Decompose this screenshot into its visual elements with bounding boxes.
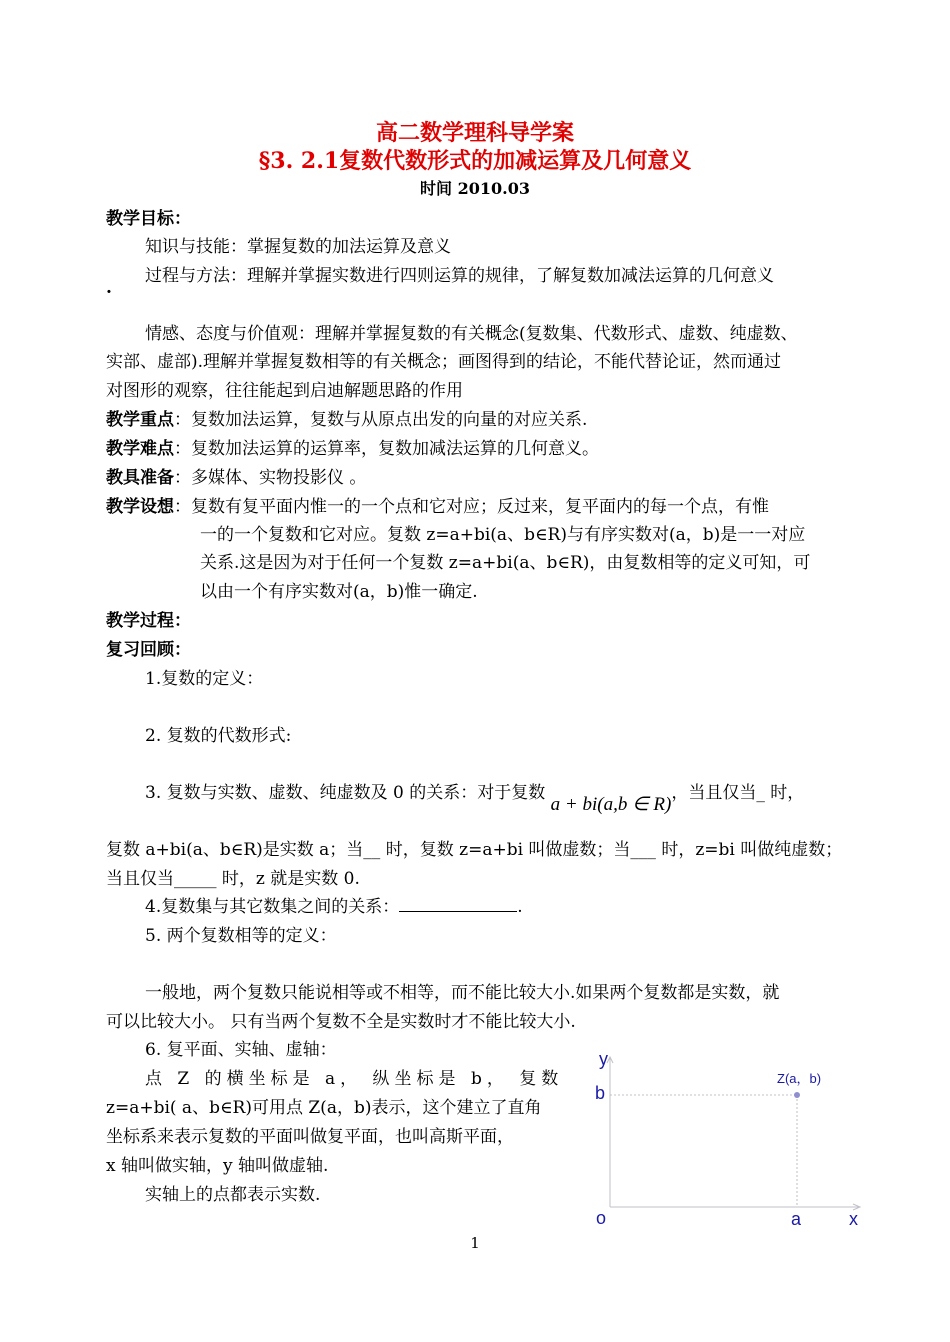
- plane-text-line4: x 轴叫做实轴，y 轴叫做虚轴.: [106, 1156, 329, 1176]
- review-item-2: 2. 复数的代数形式:: [145, 726, 292, 746]
- b-label: b: [595, 1083, 606, 1103]
- plane-text-line1: 点 Z 的横坐标是 a， 纵坐标是 b， 复数: [145, 1069, 564, 1089]
- review-heading: 复习回顾：: [106, 640, 191, 660]
- goal-process: 过程与方法：理解并掌握实数进行四则运算的规律，了解复数加减法运算的几何意义: [145, 266, 774, 286]
- point-z-label: Z(a，b): [777, 1071, 822, 1086]
- y-axis-label: y: [599, 1049, 608, 1069]
- document-title: 高二数学理科导学案: [375, 120, 574, 146]
- key-points: [106, 405, 587, 430]
- teaching-design-line1: [106, 492, 769, 517]
- goal-process-dot: .: [106, 278, 112, 298]
- answer-blank: [399, 897, 517, 912]
- complex-number-formula: a + bi(a,b ∈ R): [550, 794, 672, 815]
- review-item-1: 1.复数的定义：: [145, 669, 264, 689]
- a-label: a: [791, 1209, 802, 1229]
- teaching-design-line3: 关系.这是因为对于任何一个复数 z=a+bi(a、b∈R)，由复数相等的定义可知，可: [200, 553, 811, 573]
- difficult-points: [106, 434, 599, 459]
- comparison-line1: 一般地，两个复数只能说相等或不相等，而不能比较大小.如果两个复数都是实数，就: [145, 983, 780, 1003]
- key-points-text: ：复数加法运算，复数与从原点出发的向量的对应关系.: [174, 410, 588, 430]
- key-points-label: 教学重点: [106, 410, 174, 430]
- teaching-design-line2: 一的一个复数和它对应。复数 z=a+bi(a、b∈R)与有序实数对(a，b)是一一对应: [200, 525, 806, 545]
- difficult-points-text: ：复数加法运算的运算率，复数加减法运算的几何意义。: [174, 439, 599, 459]
- review-item-3: [145, 778, 805, 815]
- lesson-date: 时间 2010.03: [420, 179, 530, 198]
- teaching-tools: [106, 463, 366, 488]
- goal-emotion-line2: 实部、虚部).理解并掌握复数相等的有关概念；画图得到的结论，不能代替论证，然而通过: [106, 352, 782, 372]
- goal-knowledge: 知识与技能：掌握复数的加法运算及意义: [145, 237, 451, 257]
- teaching-design-line4: 以由一个有序实数对(a，b)惟一确定.: [200, 582, 478, 602]
- review-item-3-suffix: ，当且仅当_ 时，: [671, 783, 805, 803]
- comparison-line2: 可以比较大小。 只有当两个复数不全是实数时才不能比较大小.: [106, 1012, 576, 1032]
- plane-text-line5: 实轴上的点都表示实数.: [145, 1185, 321, 1205]
- review-item-3-prefix: 3. 复数与实数、虚数、纯虚数及 0 的关系：对于复数: [145, 783, 546, 803]
- review-item-4: [145, 892, 523, 917]
- page-number: 1: [470, 1234, 480, 1252]
- review-item-4-text: 4.复数集与其它数集之间的关系：: [145, 897, 400, 917]
- goal-emotion-line3: 对图形的观察，往往能起到启迪解题思路的作用: [106, 381, 463, 401]
- complex-plane-figure: [585, 1045, 875, 1235]
- origin-label: o: [596, 1208, 607, 1228]
- goal-emotion-line1: 情感、态度与价值观：理解并掌握复数的有关概念(复数集、代数形式、虚数、纯虚数、: [145, 324, 798, 344]
- review-item-6: 6. 复平面、实轴、虚轴：: [145, 1040, 337, 1060]
- difficult-points-label: 教学难点: [106, 439, 174, 459]
- x-axis-label: x: [849, 1209, 858, 1229]
- point-z: [794, 1092, 800, 1098]
- review-item-3-line3: 当且仅当_____ 时，z 就是实数 0.: [106, 869, 360, 889]
- teaching-tools-text: ：多媒体、实物投影仪 。: [174, 468, 367, 488]
- process-heading: 教学过程：: [106, 611, 191, 631]
- teaching-design-text1: ：复数有复平面内惟一的一个点和它对应；反过来，复平面内的每一个点，有惟: [174, 497, 769, 517]
- plane-text-line3: 坐标系来表示复数的平面叫做复平面，也叫高斯平面，: [106, 1127, 514, 1147]
- plane-text-line2: z=a+bi( a、b∈R)可用点 Z(a，b)表示，这个建立了直角: [106, 1098, 542, 1118]
- review-item-3-line2: 复数 a+bi(a、b∈R)是实数 a；当__ 时，复数 z=a+bi 叫做虚数；当___ 时，z=bi 叫做纯虚数；: [106, 840, 843, 860]
- review-item-4-end: .: [517, 897, 523, 917]
- teaching-tools-label: 教具准备: [106, 468, 174, 488]
- lesson-title: §3. 2.1复数代数形式的加减运算及几何意义: [258, 148, 692, 174]
- goals-heading: 教学目标：: [106, 209, 191, 229]
- review-item-5: 5. 两个复数相等的定义：: [145, 926, 337, 946]
- teaching-design-label: 教学设想: [106, 497, 174, 517]
